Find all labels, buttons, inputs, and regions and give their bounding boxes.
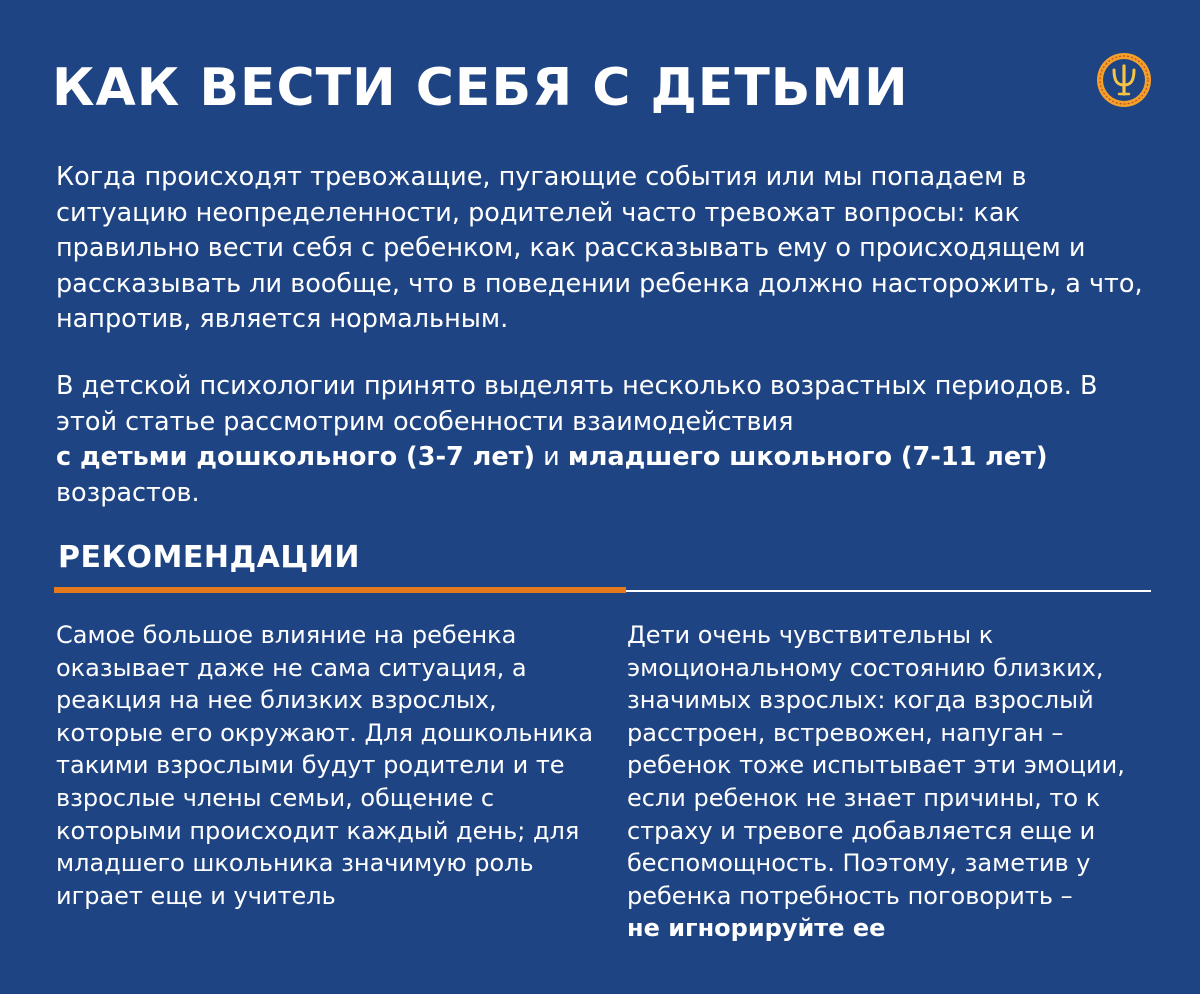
recommendation-right-emphasis: не игнорируйте ее (627, 914, 886, 943)
preschool-age-highlight: с детьми дошкольного (3-7 лет) (56, 442, 536, 472)
recommendations-heading: РЕКОМЕНДАЦИИ (58, 540, 360, 575)
conjunction-text: и (543, 442, 560, 472)
primary-school-age-highlight: младшего школьного (7-11 лет) (567, 442, 1048, 472)
page-title: КАК ВЕСТИ СЕБЯ С ДЕТЬМИ (52, 58, 909, 118)
intro-paragraph: Когда происходят тревожащие, пугающие события или мы попадаем в ситуацию неопределенности, родителей часто тревожат вопросы: как правильно вести себя с ребенком, как рассказывать ему о происходящем и рассказывать ли вообще, что в поведении ребенка должно насторожить, а что, напротив, является нормальным. (56, 162, 1143, 334)
section-accent-underline (54, 587, 626, 593)
recommendation-left-column: Самое большое влияние на ребенка оказывает даже не сама ситуация, а реакция на нее близких взрослых, которые его окружают. Для дошкольника такими взрослыми будут родители и те взрослые члены семьи, общение с которыми происходит каждый день; для младшего школьника значимую роль играет еще и учитель (56, 621, 594, 910)
recommendation-right-column (627, 619, 1167, 945)
recommendation-right-text: Дети очень чувствительны к эмоциональному состоянию близких, значимых взрослых: когда взрослый расстроен, встревожен, напуган – ребенок тоже испытывает эти эмоции, если ребенок не знает причины, то к страху и тревоге добавляется еще и беспомощность. Поэтому, заметив у ребенка потребность поговорить – (627, 621, 1125, 910)
intro-age-text: В детской психологии принято выделять несколько возрастных периодов. В этой статье рассмотрим особенности взаимодействия (56, 371, 1098, 437)
intro-age-paragraph (56, 369, 1156, 511)
psi-emblem-icon (1096, 52, 1152, 108)
intro-age-ending: возрастов. (56, 477, 200, 508)
